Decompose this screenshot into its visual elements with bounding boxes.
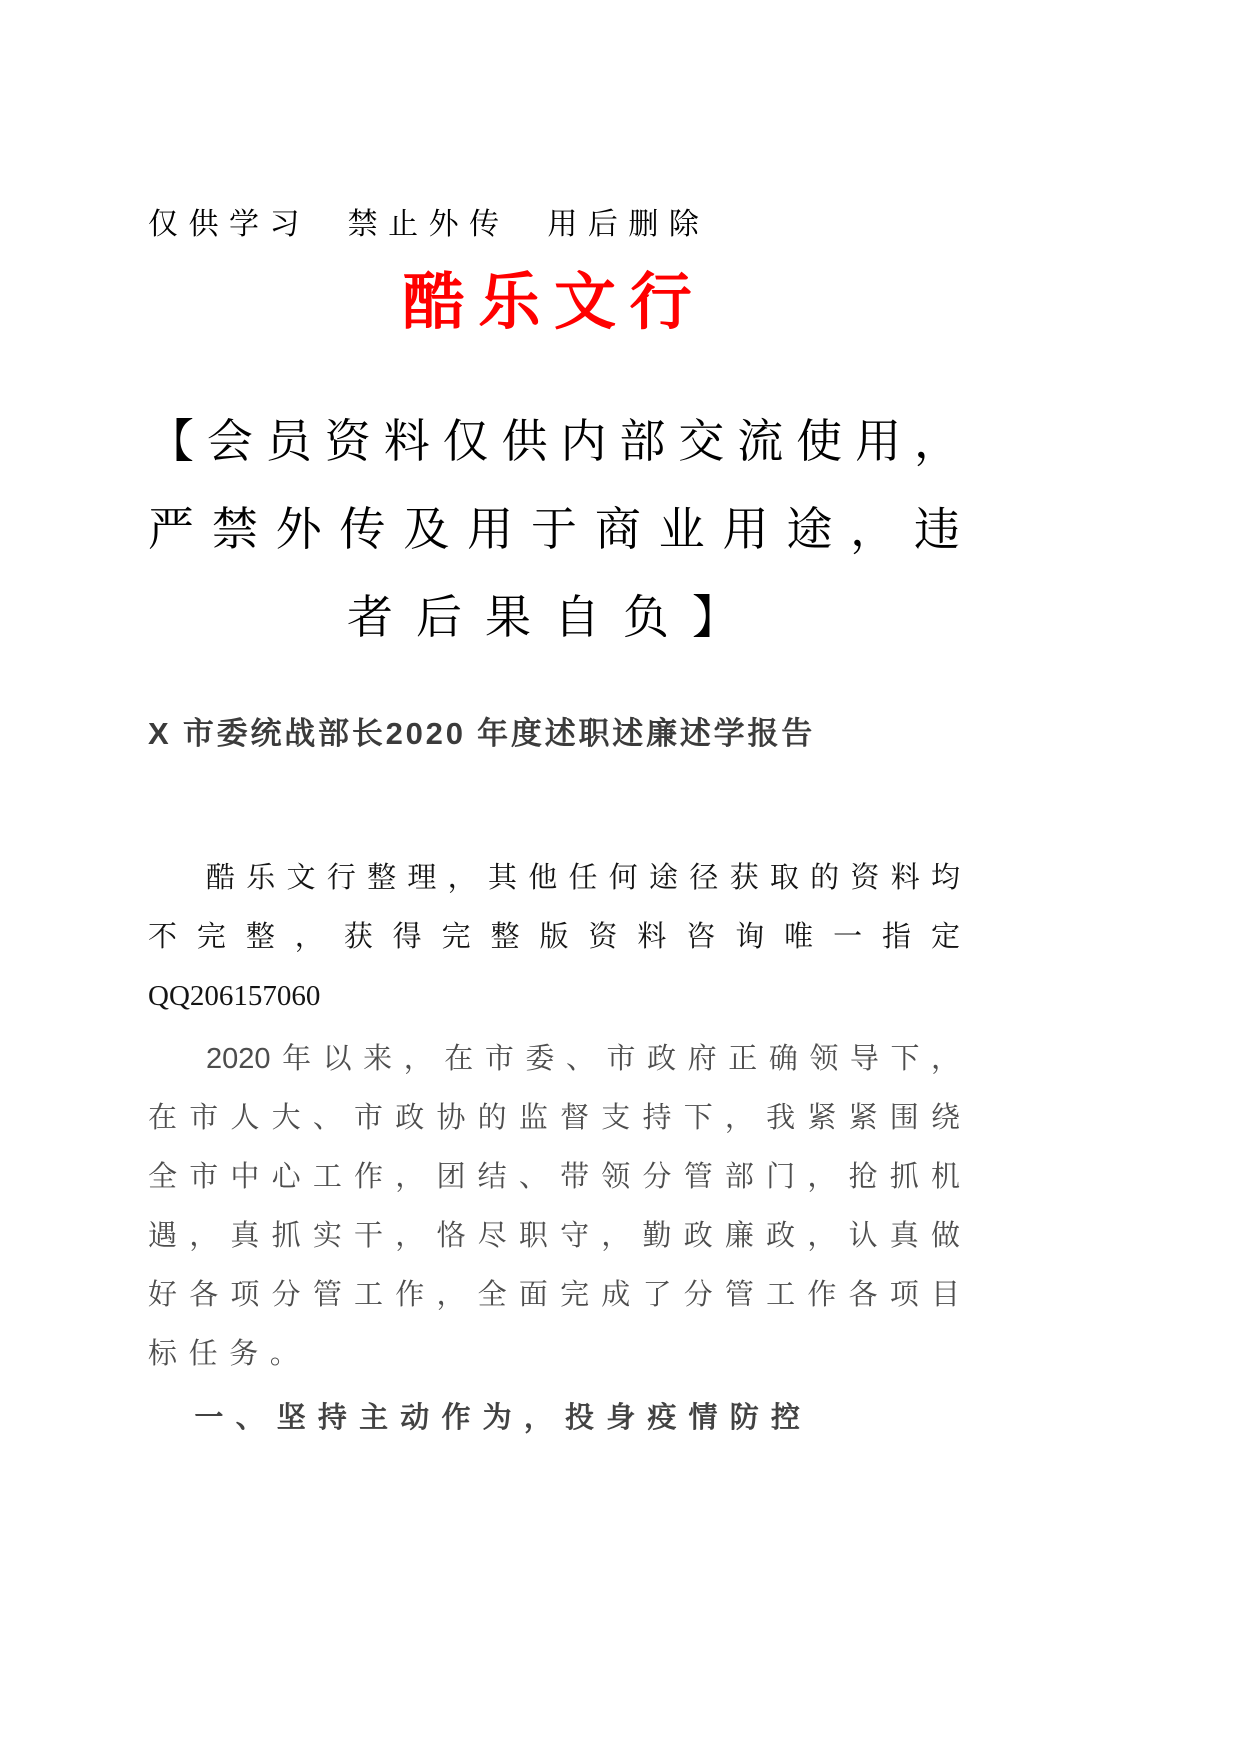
body-paragraph-line-4: 遇，真抓实干，恪尽职守，勤政廉政，认真做: [148, 1220, 960, 1252]
section-heading: 一、坚持主动作为，投身疫情防控: [194, 1402, 813, 1434]
body-paragraph-line-2: 在市人大、市政协的监督支持下，我紧紧围绕: [148, 1102, 960, 1134]
intro-paragraph-line-1: 酷乐文行整理，其他任何途径获取的资料均: [206, 862, 960, 894]
body-paragraph: [148, 1030, 960, 1384]
intro-paragraph-line-2: 不完整，获得完整版资料咨询唯一指定: [148, 921, 960, 953]
member-notice-line-2: 严禁外传及用于商业用途，违: [148, 503, 960, 555]
member-notice: [148, 397, 960, 661]
member-notice-line-3: 者后果自负】: [347, 591, 761, 643]
body-paragraph-line-6: 标任务。: [148, 1338, 311, 1370]
confidential-notice: 仅供学习 禁止外传 用后删除: [148, 208, 710, 241]
body-paragraph-line-5: 好各项分管工作，全面完成了分管工作各项目: [148, 1279, 960, 1311]
brand-title: 酷乐文行: [402, 268, 706, 337]
document-title: X 市委统战部长2020 年度述职述廉述学报告: [148, 716, 816, 751]
body-paragraph-line-3: 全市中心工作，团结、带领分管部门，抢抓机: [148, 1161, 960, 1193]
member-notice-line-1: 【会员资料仅供内部交流使用，: [148, 415, 960, 467]
intro-paragraph-qq-line: QQ206157060: [148, 980, 321, 1012]
body-paragraph-line-1: 2020年以来，在市委、市政府正确领导下，: [206, 1043, 960, 1075]
intro-paragraph: [148, 849, 960, 1026]
